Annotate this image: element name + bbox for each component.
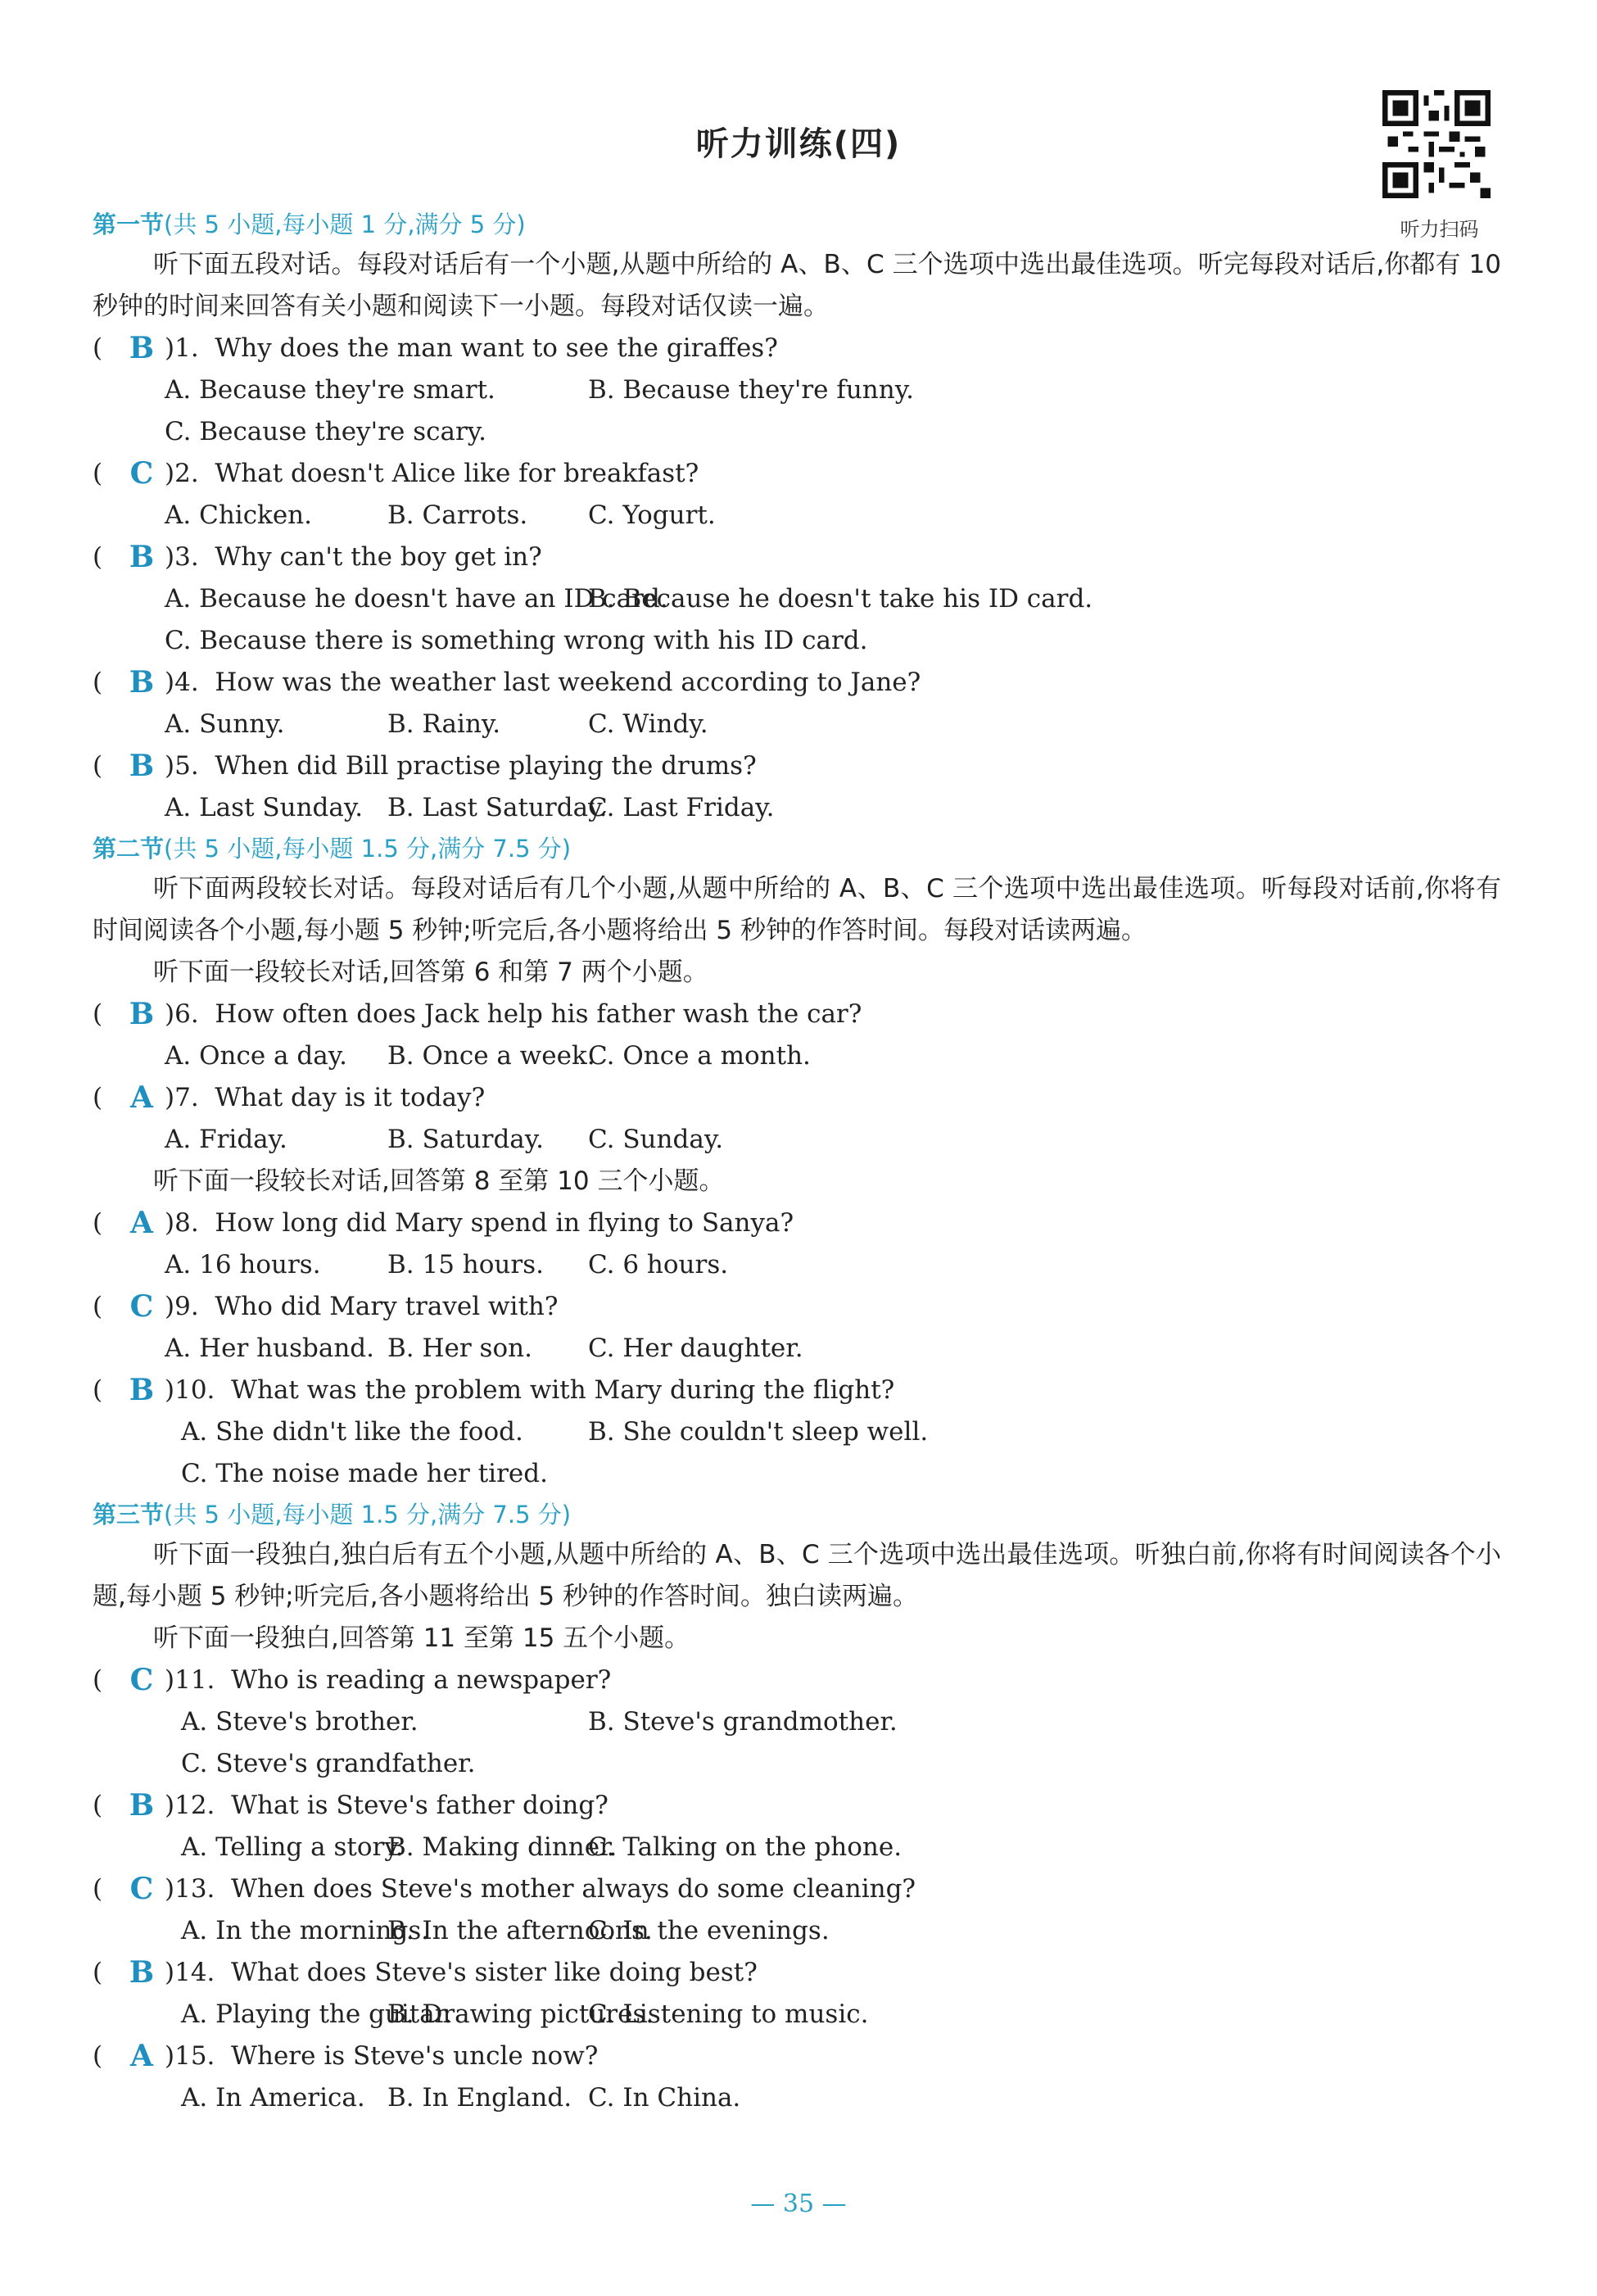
question-stem: How often does Jack help his father wash the car?	[215, 999, 862, 1029]
question-row	[93, 2036, 1501, 2077]
question-row	[93, 745, 1501, 787]
options-row	[93, 787, 1501, 829]
options-row	[93, 1453, 1501, 1495]
options-row	[93, 1244, 1501, 1286]
question-number: )8.	[165, 1208, 199, 1238]
section-heading	[93, 829, 1501, 868]
question-number: )9.	[165, 1292, 199, 1321]
question-stem: Why can't the boy get in?	[215, 542, 542, 572]
answer-option[interactable]: A. Last Sunday.	[165, 793, 364, 822]
answer-mark: B	[129, 665, 155, 700]
section-heading	[93, 1495, 1501, 1534]
answer-option[interactable]: B. Once a week.	[387, 1041, 595, 1071]
question-row	[93, 1785, 1501, 1827]
answer-option[interactable]: B. Because they're funny.	[588, 375, 914, 405]
question-text	[165, 328, 778, 369]
answer-option[interactable]: B. Saturday.	[387, 1125, 545, 1154]
question-row	[93, 537, 1501, 578]
question-stem: Who did Mary travel with?	[215, 1292, 559, 1321]
answer-option[interactable]: B. 15 hours.	[387, 1250, 544, 1279]
options-row	[93, 578, 1501, 620]
answer-option[interactable]: C. 6 hours.	[588, 1250, 729, 1279]
answer-option[interactable]: A. Once a day.	[165, 1041, 347, 1071]
listening-exercise	[93, 205, 1501, 2119]
question-number: )13.	[165, 1874, 215, 1904]
question-stem: When did Bill practise playing the drums?	[215, 751, 757, 781]
instructions-paragraph: 听下面一段较长对话,回答第 6 和第 7 两个小题。	[153, 958, 708, 987]
answer-option[interactable]: A. Because he doesn't have an ID card.	[165, 584, 668, 614]
answer-bracket: (	[93, 1375, 103, 1405]
answer-option[interactable]: A. Steve's brother.	[181, 1707, 418, 1737]
section-title: 第一节	[93, 211, 165, 238]
answer-mark: B	[129, 1788, 155, 1823]
answer-mark: C	[129, 1289, 154, 1324]
question-text	[165, 1370, 894, 1411]
answer-mark: B	[129, 1373, 155, 1407]
section-title: 第三节	[93, 1501, 165, 1528]
answer-option[interactable]: A. 16 hours.	[165, 1250, 321, 1279]
question-number: )11.	[165, 1665, 215, 1695]
answer-bracket: (	[93, 1665, 103, 1695]
question-stem: Why does the man want to see the giraffes?	[215, 333, 778, 363]
answer-option[interactable]: B. In the afternoons.	[387, 1916, 653, 1945]
options-row	[93, 1035, 1501, 1077]
question-stem: When does Steve's mother always do some cleaning?	[231, 1874, 916, 1904]
question-row	[93, 453, 1501, 495]
question-text	[165, 1202, 794, 1244]
question-number: )5.	[165, 751, 199, 781]
options-row	[93, 495, 1501, 537]
answer-bracket: (	[93, 1292, 103, 1321]
question-number: )6.	[165, 999, 199, 1029]
question-number: )15.	[165, 2041, 215, 2071]
options-row	[93, 704, 1501, 745]
answer-mark: C	[129, 1872, 154, 1906]
answer-option[interactable]: C. Listening to music.	[588, 1999, 869, 2029]
section-scoring: (共 5 小题,每小题 1.5 分,满分 7.5 分)	[164, 835, 572, 863]
options-row	[93, 1994, 1501, 2036]
answer-mark: B	[129, 749, 155, 783]
question-stem: Where is Steve's uncle now?	[231, 2041, 599, 2071]
question-stem: What is Steve's father doing?	[231, 1791, 608, 1820]
answer-option[interactable]: B. Carrots.	[387, 500, 528, 530]
answer-mark: B	[129, 540, 155, 574]
question-stem: What was the problem with Mary during the flight?	[231, 1375, 895, 1405]
answer-option[interactable]: C. Yogurt.	[588, 500, 716, 530]
options-row	[93, 1701, 1501, 1743]
instructions-paragraph: 听下面五段对话。每段对话后有一个小题,从题中所给的 A、B、C 三个选项中选出最佳选项。听完每段对话后,你都有 10 秒钟的时间来回答有关小题和阅读下一小题。每段对话仅读一遍。	[93, 250, 1501, 321]
dialogue-intro: 听下面一段较长对话,回答第 8 至第 10 三个小题。	[153, 1166, 725, 1196]
answer-bracket: (	[93, 333, 103, 363]
answer-option[interactable]: B. Last Saturday.	[387, 793, 608, 822]
options-row	[93, 411, 1501, 453]
question-row	[93, 1660, 1501, 1701]
answer-option[interactable]: A. Telling a story.	[181, 1832, 404, 1862]
question-stem: What doesn't Alice like for breakfast?	[215, 459, 699, 488]
question-row	[93, 1868, 1501, 1910]
answer-option[interactable]: A. She didn't like the food.	[181, 1417, 523, 1447]
answer-mark: C	[129, 456, 154, 491]
answer-option[interactable]: C. The noise made her tired.	[181, 1459, 548, 1488]
question-text	[165, 994, 862, 1035]
page-number: — 35 —	[750, 2190, 847, 2218]
question-row	[93, 1077, 1501, 1119]
answer-bracket: (	[93, 1874, 103, 1904]
answer-option[interactable]: C. Her daughter.	[588, 1334, 803, 1363]
question-stem: What does Steve's sister like doing best?	[231, 1958, 758, 1987]
options-row	[93, 1743, 1501, 1785]
question-row	[93, 1286, 1501, 1328]
answer-option[interactable]: C. Once a month.	[588, 1041, 811, 1071]
question-text	[165, 1785, 608, 1827]
question-text	[165, 537, 542, 578]
answer-bracket: (	[93, 1791, 103, 1820]
answer-bracket: (	[93, 999, 103, 1029]
question-text	[165, 1077, 485, 1119]
answer-bracket: (	[93, 2041, 103, 2071]
answer-option[interactable]: A. In the mornings.	[181, 1916, 430, 1945]
section-scoring: (共 5 小题,每小题 1 分,满分 5 分)	[164, 211, 526, 238]
answer-option[interactable]: A. Chicken.	[165, 500, 313, 530]
answer-mark: A	[130, 2039, 153, 2073]
answer-option[interactable]: C. Sunday.	[588, 1125, 724, 1154]
answer-option[interactable]: A. Playing the guitar.	[181, 1999, 452, 2029]
answer-option[interactable]: A. Sunny.	[165, 709, 285, 739]
answer-mark: A	[130, 1080, 153, 1115]
answer-option[interactable]: A. Because they're smart.	[165, 375, 495, 405]
section-heading	[93, 205, 1501, 244]
answer-option[interactable]: B. In England.	[387, 2083, 572, 2113]
question-text	[165, 745, 757, 787]
question-row	[93, 994, 1501, 1035]
answer-option[interactable]: B. Her son.	[387, 1334, 532, 1363]
options-row	[93, 1411, 1501, 1453]
answer-mark: C	[129, 1663, 154, 1697]
question-text	[165, 453, 699, 495]
answer-option[interactable]: C. Talking on the phone.	[588, 1832, 903, 1862]
question-number: )3.	[165, 542, 199, 572]
question-stem: How was the weather last weekend according to Jane?	[215, 668, 921, 697]
instructions-paragraph: 听下面两段较长对话。每段对话后有几个小题,从题中所给的 A、B、C 三个选项中选出最佳选项。听每段对话前,你将有时间阅读各个小题,每小题 5 秒钟;听完后,各小题将给出 5 秒钟的作答时间。每段对话读两遍。	[93, 874, 1501, 945]
answer-mark: B	[129, 997, 155, 1031]
answer-bracket: (	[93, 1208, 103, 1238]
answer-mark: B	[129, 331, 155, 365]
options-row	[93, 620, 1501, 662]
page-title: 听力训练(四)	[695, 125, 902, 163]
answer-option[interactable]: B. Because he doesn't take his ID card.	[588, 584, 1093, 614]
answer-option[interactable]: C. Because they're scary.	[165, 417, 487, 446]
question-number: )4.	[165, 668, 199, 697]
instructions-paragraph: 听下面一段独白,回答第 11 至第 15 五个小题。	[153, 1624, 690, 1653]
question-text	[165, 1952, 758, 1994]
options-row	[93, 1328, 1501, 1370]
answer-option[interactable]: C. Steve's grandfather.	[181, 1749, 476, 1778]
qr-label: 听力扫码	[1400, 218, 1479, 241]
options-row	[93, 1910, 1501, 1952]
question-number: )10.	[165, 1375, 215, 1405]
question-number: )12.	[165, 1791, 215, 1820]
answer-mark: A	[130, 1206, 153, 1240]
question-number: )2.	[165, 459, 199, 488]
answer-option[interactable]: C. Because there is something wrong with his ID card.	[165, 626, 868, 655]
options-row	[93, 369, 1501, 411]
answer-option[interactable]: B. She couldn't sleep well.	[588, 1417, 929, 1447]
answer-option[interactable]: B. Making dinner.	[387, 1832, 618, 1862]
answer-option[interactable]: C. In China.	[588, 2083, 741, 2113]
answer-bracket: (	[93, 542, 103, 572]
question-stem: How long did Mary spend in flying to Sanya?	[215, 1208, 794, 1238]
instructions-paragraph: 听下面一段独白,独白后有五个小题,从题中所给的 A、B、C 三个选项中选出最佳选项。听独白前,你将有时间阅读各个小题,每小题 5 秒钟;听完后,各小题将给出 5 秒钟的作答时间。独白读两遍。	[93, 1540, 1501, 1611]
question-number: )1.	[165, 333, 199, 363]
qr-code[interactable]	[1382, 90, 1491, 198]
options-row	[93, 1119, 1501, 1161]
answer-bracket: (	[93, 459, 103, 488]
section-scoring: (共 5 小题,每小题 1.5 分,满分 7.5 分)	[164, 1501, 572, 1528]
question-text	[165, 1868, 916, 1910]
question-number: )14.	[165, 1958, 215, 1987]
question-row	[93, 1952, 1501, 1994]
question-stem: What day is it today?	[215, 1083, 486, 1112]
answer-option[interactable]: B. Drawing pictures.	[387, 1999, 654, 2029]
question-text	[165, 1286, 558, 1328]
question-text	[165, 662, 921, 704]
question-row	[93, 1370, 1501, 1411]
answer-option[interactable]: C. In the evenings.	[588, 1916, 830, 1945]
answer-bracket: (	[93, 668, 103, 697]
question-row	[93, 662, 1501, 704]
question-text	[165, 2036, 598, 2077]
answer-option[interactable]: A. Her husband.	[165, 1334, 374, 1363]
question-row	[93, 1202, 1501, 1244]
question-number: )7.	[165, 1083, 199, 1112]
answer-bracket: (	[93, 751, 103, 781]
question-stem: Who is reading a newspaper?	[231, 1665, 612, 1695]
answer-option[interactable]: C. Windy.	[588, 709, 708, 739]
answer-bracket: (	[93, 1083, 103, 1112]
section-title: 第二节	[93, 835, 165, 863]
options-row	[93, 1827, 1501, 1868]
answer-option[interactable]: C. Last Friday.	[588, 793, 775, 822]
answer-option[interactable]: B. Rainy.	[387, 709, 501, 739]
options-row	[93, 2077, 1501, 2119]
answer-option[interactable]: B. Steve's grandmother.	[588, 1707, 898, 1737]
answer-mark: B	[129, 1955, 155, 1990]
question-row	[93, 328, 1501, 369]
answer-option[interactable]: A. In America.	[181, 2083, 365, 2113]
question-text	[165, 1660, 611, 1701]
answer-option[interactable]: A. Friday.	[165, 1125, 287, 1154]
answer-bracket: (	[93, 1958, 103, 1987]
